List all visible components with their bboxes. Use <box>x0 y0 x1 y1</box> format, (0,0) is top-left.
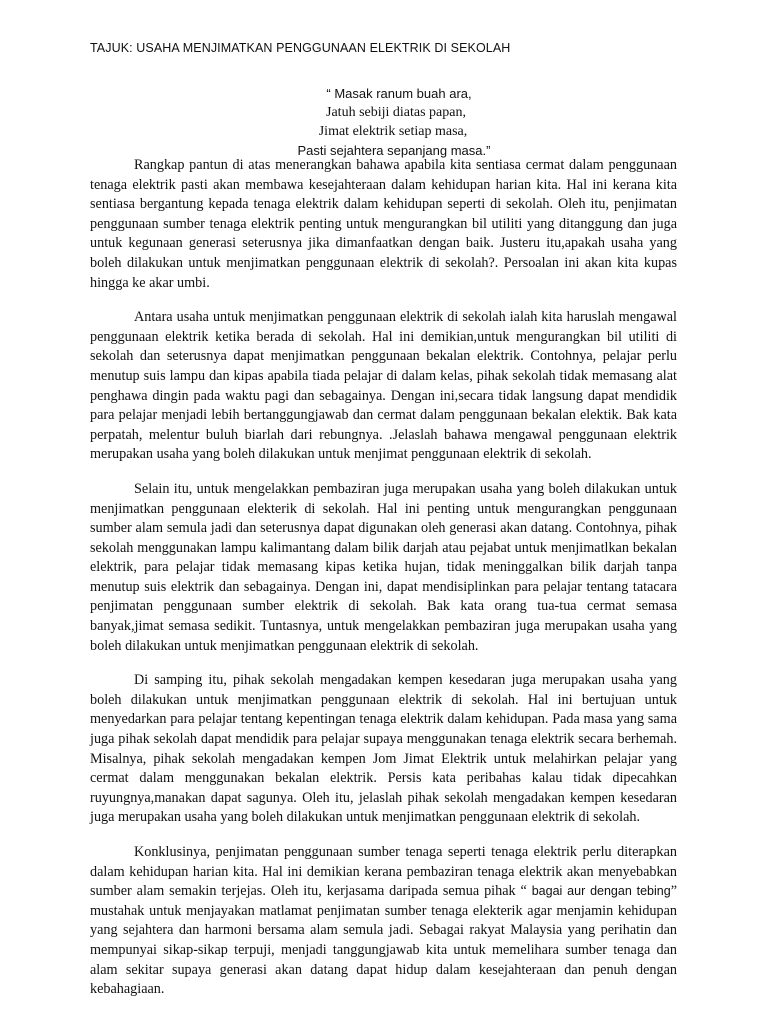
pantun-line-2: Jatuh sebiji diatas papan, <box>326 105 466 120</box>
paragraph-point-2: Selain itu, untuk mengelakkan pembaziran juga merupakan usaha yang boleh dilakukan untuk menjimatkan penggunaan elekterik di sekolah. Hal ini penting untuk mengurangkan penggunaan sumber alam semula jadi dan seterusnya dapat digunakan oleh generasi akan datang. Contohnya, pihak sekolah menggunakan lampu kalimantang dalam bilik darjah atau pejabat untuk menjimatlkan bekalan elektrik, para pelajar tidak memasang kipas ketika hujan, tidak meninggalkan bilik darjah tanpa menutup suis elektrik dan sebagainya. Dengan ini, dapat mendisiplinkan para pelajar tentang tatacara penjimatan penggunaan sumber elektrik di sekolah. Bak kata orang tua-tua cermat semasa banyak,jimat semasa sedikit. Tuntasnya, untuk mengelakkan pembaziran juga merupakan usaha yang boleh dilakukan untuk menjimatkan penggunaan elektrik di sekolah. <box>90 480 677 654</box>
document-title: TAJUK: USAHA MENJIMATKAN PENGGUNAAN ELEKTRIK DI SEKOLAH <box>90 41 511 55</box>
pantun-line-4: Pasti sejahtera sepanjang masa.” <box>297 143 491 158</box>
pantun-line-3: Jimat elektrik setiap masa, <box>318 124 468 139</box>
conclusion-text-end: ” mustahak untuk menjayakan matlamat penjimatan sumber tenaga elekterik agar menjamin kehidupan yang sejahtera dan harmoni bersama alam semula jadi. Sebagai rakyat Malaysia yang perihatin dan mempunyai sikap-sikap terpuji, menjadi tanggungjawab kita untuk memelihara sumber tenaga dan alam sekitar supaya generasi akan datang dapat hidup dalam kesejahteraan dan penuh dengan kebahagiaan. <box>90 883 677 998</box>
pantun-line-1: “ Masak ranum buah ara, <box>326 86 472 101</box>
paragraph-conclusion <box>90 843 677 1000</box>
conclusion-text-start: Konklusinya, penjimatan penggunaan sumber tenaga seperti tenaga elektrik perlu diterapkan dalam kehidupan harian kita. Hal ini demikian kerana pembaziran tenaga elektrik akan menyebabkan sumber alam semakin terjejas. Oleh itu, kerjasama daripada semua pihak “ <box>90 844 677 900</box>
conclusion-quote: bagai aur dengan tebing <box>531 884 671 899</box>
paragraph-point-3: Di samping itu, pihak sekolah mengadakan kempen kesedaran juga merupakan usaha yang boleh dilakukan untuk menjimatkan penggunaan elektrik di sekolah. Hal ini bertujuan untuk menyedarkan para pelajar tentang kepentingan tenaga elektrik dalam kehidupan. Pada masa yang sama juga pihak sekolah dapat mendidik para pelajar supaya menggunakan tenaga elektrik secara berhemah. Misalnya, pihak sekolah mengadakan kempen Jom Jimat Elektrik untuk melahirkan pelajar yang cermat dalam menggunakan bekalan elektrik. Persis kata peribahas kalau tidak dipecahkan ruyungnya,manakan dapat sagunya. Oleh itu, jelaslah pihak sekolah mengadakan kempen kesedaran juga merupakan usaha yang boleh dilakukan untuk menjimatkan penggunaan elektrik di sekolah. <box>90 672 677 826</box>
paragraph-point-1: Antara usaha untuk menjimatkan penggunaan elektrik di sekolah ialah kita haruslah mengawal penggunaan elektrik ketika berada di sekolah. Hal ini demikian,untuk mengurangkan bil utiliti di sekolah dan seterusnya dapat menjimatkan penggunaan bekalan elektrik. Contohnya, pelajar perlu menutup suis lampu dan kipas apabila tiada pelajar di dalam kelas, pihak sekolah tidak memasang alat penghawa dingin pada waktu pagi dan sebagainya. Dengan ini,secara tidak langsung dapat mendidik para pelajar menjadi lebih bertanggungjawab dan cermat dalam penggunaan bekalan elektik. Bak kata perpatah, melentur buluh biarlah dari rebungnya. .Jelaslah bahawa mengawal penggunaan elektrik merupakan usaha yang boleh dilakukan untuk menjimat penggunaan elektrik di sekolah. <box>90 309 677 463</box>
pantun-verse <box>230 84 540 160</box>
paragraph-introduction: Rangkap pantun di atas menerangkan bahawa apabila kita sentiasa cermat dalam penggunaan tenaga elektrik pasti akan membawa kesejahteraan dalam kehidupan harian kita. Hal ini kerana kita sentiasa bergantung kepada tenaga elektrik dalam kehidupan seperti di sekolah. Oleh itu, penjimatan penggunaan sumber tenaga elektrik penting untuk mengurangkan bil utiliti yang ditanggung dan juga untuk kegunaan generasi seterusnya jika dimanfaatkan dengan baik. Justeru itu,apakah usaha yang boleh dilakukan untuk menjimatkan penggunaan elektrik di sekolah?. Persoalan ini akan kita kupas hingga ke akar umbi. <box>90 157 677 291</box>
essay-body <box>90 156 677 1015</box>
